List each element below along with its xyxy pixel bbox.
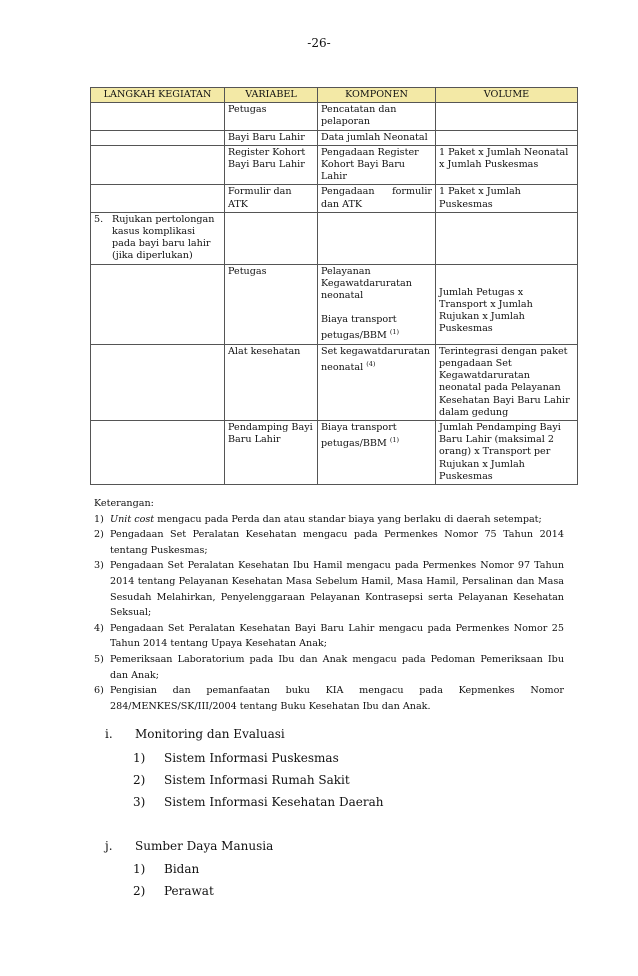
- komponen-a: Pelayanan Kegawatdaruratan neonatal: [321, 265, 412, 302]
- cell-variabel: Bayi Baru Lahir: [225, 130, 318, 145]
- cell-volume: 1 Paket x Jumlah Puskesmas: [436, 185, 578, 212]
- note-item: 6) Pengisian dan pemanfaatan buku KIA mengacu pada Kepmenkes Nomor 284/MENKES/SK/III/2004 tentang Buku Kesehatan Ibu dan Anak.: [94, 685, 564, 712]
- cell-komponen: [318, 212, 436, 264]
- step-number: 5.: [94, 213, 104, 225]
- table-row: [91, 421, 578, 485]
- note-item: 1) Unit cost mengacu pada Perda dan atau standar biaya yang berlaku di daerah setempat;: [94, 513, 542, 525]
- cell-langkah: [91, 421, 225, 485]
- cell-komponen: Biaya transport petugas/BBM $^{(1)}$: [318, 421, 436, 485]
- komponen-b: Biaya transport petugas/BBM $^{(1)}$: [321, 314, 400, 342]
- budget-table: [90, 87, 578, 485]
- cell-variabel: Register Kohort Bayi Baru Lahir: [225, 145, 318, 185]
- cell-langkah: [91, 344, 225, 420]
- table-header-row: [91, 88, 578, 103]
- notes-title: Keterangan:: [94, 498, 154, 509]
- cell-variabel: Formulir dan ATK: [225, 185, 318, 212]
- cell-langkah: [91, 130, 225, 145]
- note-item: 4) Pengadaan Set Peralatan Kesehatan Bayi Baru Lahir mengacu pada Permenkes Nomor 25 Tahun 2014 tentang Upaya Kesehatan Anak;: [94, 622, 564, 650]
- table-row: [91, 103, 578, 130]
- header-langkah: LANGKAH KEGIATAN: [91, 88, 225, 103]
- cell-variabel: Alat kesehatan: [225, 344, 318, 420]
- page-number: -26-: [307, 36, 331, 50]
- table-row: [91, 264, 578, 344]
- cell-volume: Terintegrasi dengan paket pengadaan Set Kegawatdaruratan neonatal pada Pelayanan Kesehatan Bayi Baru Lahir dalam gedung: [436, 344, 578, 420]
- cell-variabel: Petugas: [225, 103, 318, 130]
- cell-komponen: Data jumlah Neonatal: [318, 130, 436, 145]
- note-item: 3) Pengadaan Set Peralatan Kesehatan Ibu Hamil mengacu pada Permenkes Nomor 97 Tahun 2014 tentang Pelayanan Kesehatan Masa Sebelum Hamil, Masa Hamil, Persalinan dan Masa Sesudah Melahirkan, Penyelenggaraan Pelayanan Kontrasepsi serta Pelayanan Kesehatan Seksual;: [94, 560, 564, 619]
- cell-komponen: Set kegawatdaruratan neonatal $^{(4)}$: [318, 344, 436, 420]
- cell-volume: [436, 212, 578, 264]
- table-row: [91, 185, 578, 212]
- cell-komponen: [318, 264, 436, 344]
- notes-section: [94, 496, 564, 714]
- cell-volume: [436, 130, 578, 145]
- cell-volume: Jumlah Petugas x Transport x Jumlah Rujukan x Jumlah Puskesmas: [436, 264, 578, 344]
- cell-komponen: Pengadaan Register Kohort Bayi Baru Lahir: [318, 145, 436, 185]
- cell-langkah: [91, 145, 225, 185]
- cell-variabel: Petugas: [225, 264, 318, 344]
- note-item: 5) Pemeriksaan Laboratorium pada Ibu dan Anak mengacu pada Pedoman Pemeriksaan Ibu dan Anak;: [94, 653, 564, 681]
- step-text: Rujukan pertolongan kasus komplikasi pada bayi baru lahir (jika diperlukan): [112, 213, 215, 262]
- cell-volume: [436, 103, 578, 130]
- cell-volume: Jumlah Pendamping Bayi Baru Lahir (maksimal 2 orang) x Transport per Rujukan x Jumlah Puskesmas: [436, 421, 578, 485]
- header-volume: VOLUME: [436, 88, 578, 103]
- note-item: 2) Pengadaan Set Peralatan Kesehatan mengacu pada Permenkes Nomor 75 Tahun 2014 tentang Puskesmas;: [94, 529, 564, 556]
- cell-komponen: Pengadaan formulir dan ATK: [318, 185, 436, 212]
- cell-langkah: [91, 103, 225, 130]
- header-variabel: VARIABEL: [225, 88, 318, 103]
- table-row: [91, 130, 578, 145]
- cell-volume: 1 Paket x Jumlah Neonatal x Jumlah Puskesmas: [436, 145, 578, 185]
- cell-variabel: Pendamping Bayi Baru Lahir: [225, 421, 318, 485]
- table-row: [91, 344, 578, 420]
- cell-langkah: [91, 212, 225, 264]
- cell-komponen: Pencatatan dan pelaporan: [318, 103, 436, 130]
- cell-langkah: [91, 264, 225, 344]
- table-row: [91, 145, 578, 185]
- table-row: [91, 212, 578, 264]
- cell-variabel: [225, 212, 318, 264]
- cell-langkah: [91, 185, 225, 212]
- header-komponen: KOMPONEN: [318, 88, 436, 103]
